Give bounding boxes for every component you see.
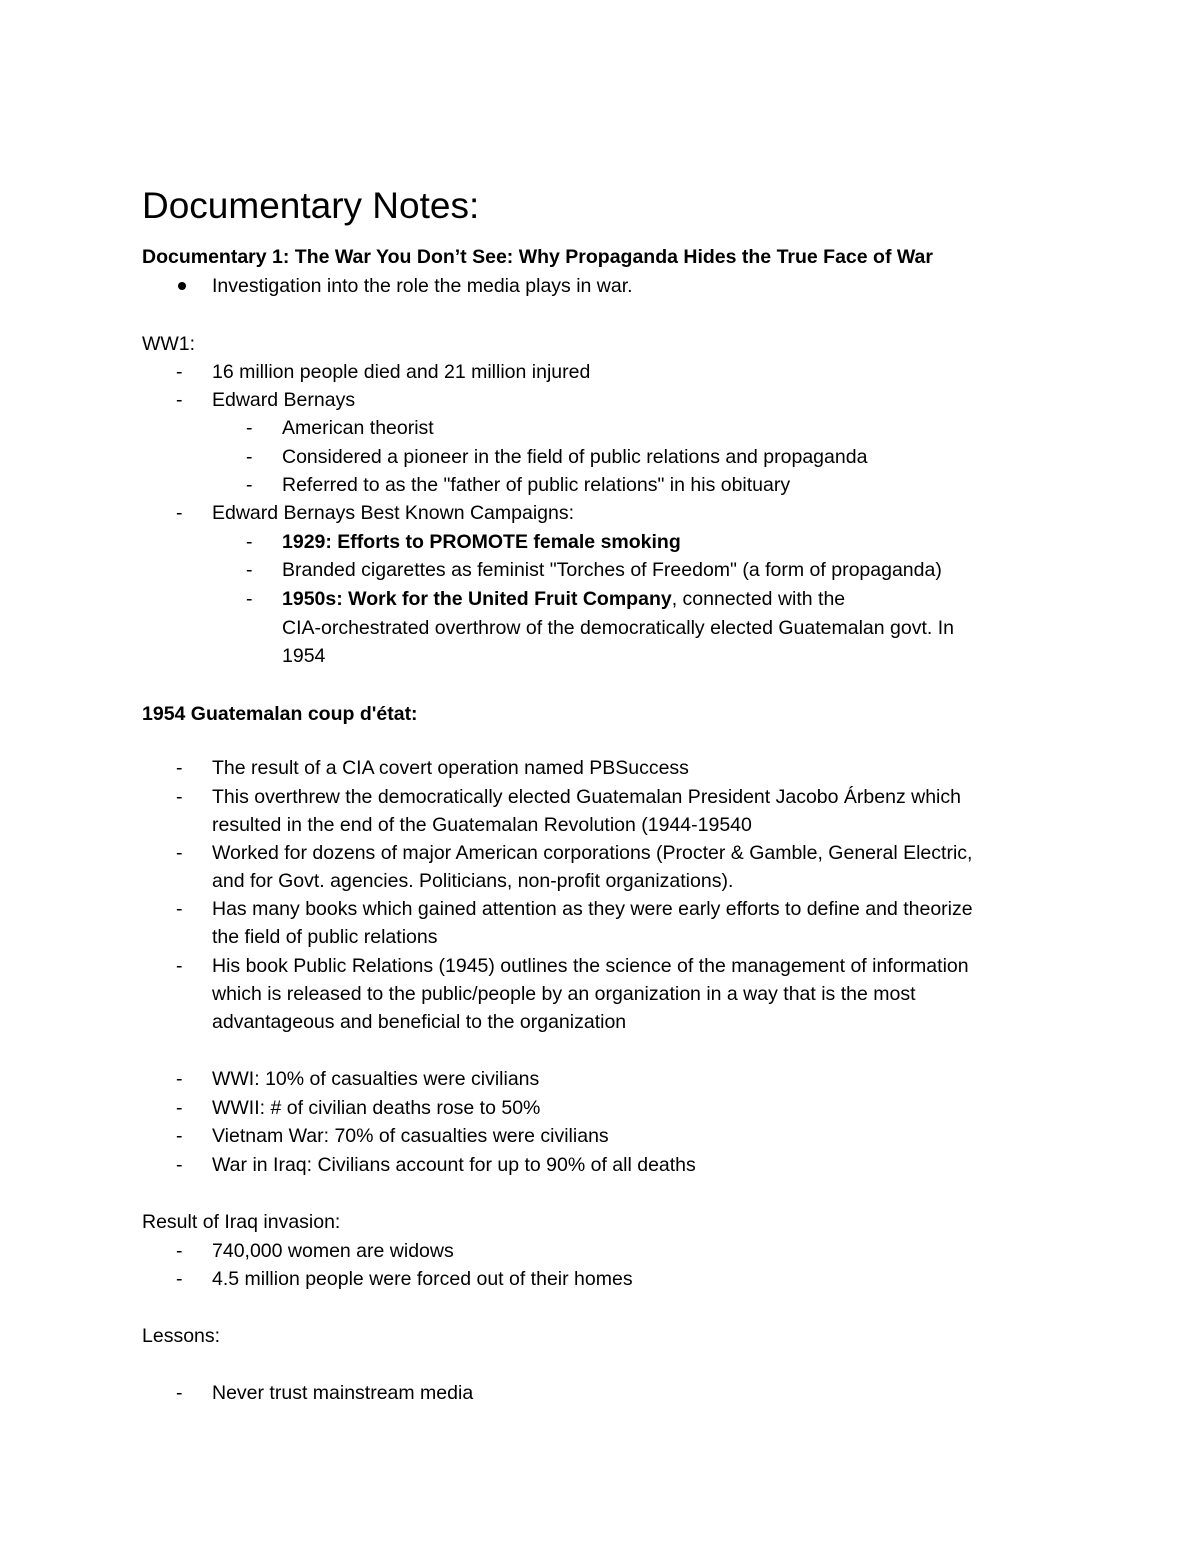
dash-marker: - (176, 361, 183, 383)
sub-list-item (282, 585, 845, 613)
dash-marker: - (246, 417, 253, 439)
sub-list-item-continuation: CIA-orchestrated overthrow of the democratically elected Guatemalan govt. In (282, 617, 954, 639)
dash-marker: - (246, 588, 253, 610)
dash-marker: - (176, 1154, 183, 1176)
list-item: Has many books which gained attention as they were early efforts to define and theorize (212, 898, 973, 920)
dash-marker: - (176, 1240, 183, 1262)
list-item: The result of a CIA covert operation named PBSuccess (212, 757, 689, 779)
dash-marker: - (176, 1268, 183, 1290)
coup-heading: 1954 Guatemalan coup d'état: (142, 703, 418, 725)
list-item: 4.5 million people were forced out of their homes (212, 1268, 633, 1290)
documentary-bullet-text: Investigation into the role the media plays in war. (212, 275, 633, 297)
list-item-continuation: which is released to the public/people by an organization in a way that is the most (212, 983, 916, 1005)
documentary-heading: Documentary 1: The War You Don’t See: Why Propaganda Hides the True Face of War (142, 246, 933, 268)
dash-marker: - (176, 502, 183, 524)
dash-marker: - (176, 1068, 183, 1090)
list-item: War in Iraq: Civilians account for up to 90% of all deaths (212, 1154, 696, 1176)
dash-marker: - (176, 389, 183, 411)
list-item-continuation: and for Govt. agencies. Politicians, non-profit organizations). (212, 870, 734, 892)
dash-marker: - (246, 531, 253, 553)
dash-marker: - (176, 786, 183, 808)
plain-phrase: , connected with the (671, 588, 846, 610)
dash-marker: - (176, 955, 183, 977)
dash-marker: - (176, 898, 183, 920)
dash-marker: - (246, 446, 253, 468)
dash-marker: - (176, 842, 183, 864)
list-item-continuation: advantageous and beneficial to the organization (212, 1011, 627, 1033)
sub-list-item: 1929: Efforts to PROMOTE female smoking (282, 531, 681, 553)
bullet-dot-icon (178, 282, 186, 290)
dash-marker: - (176, 1097, 183, 1119)
list-item-continuation: the field of public relations (212, 926, 438, 948)
list-item: WWII: # of civilian deaths rose to 50% (212, 1097, 541, 1119)
dash-marker: - (176, 1382, 183, 1404)
sub-list-item-continuation: 1954 (282, 645, 326, 667)
list-item: 16 million people died and 21 million injured (212, 361, 591, 383)
list-item: Edward Bernays (212, 389, 356, 411)
dash-marker: - (176, 757, 183, 779)
sub-list-item: Branded cigarettes as feminist "Torches of Freedom" (a form of propaganda) (282, 559, 942, 581)
sub-list-item: Considered a pioneer in the field of public relations and propaganda (282, 446, 868, 468)
sub-list-item: Referred to as the "father of public relations" in his obituary (282, 474, 791, 496)
list-item: This overthrew the democratically elected Guatemalan President Jacobo Árbenz which (212, 786, 961, 808)
sub-list-item: American theorist (282, 417, 434, 439)
list-item: His book Public Relations (1945) outlines the science of the management of information (212, 955, 969, 977)
dash-marker: - (246, 559, 253, 581)
list-item: Worked for dozens of major American corporations (Procter & Gamble, General Electric, (212, 842, 973, 864)
list-item: WWI: 10% of casualties were civilians (212, 1068, 540, 1090)
list-item: Edward Bernays Best Known Campaigns: (212, 502, 575, 524)
bold-phrase: 1950s: Work for the United Fruit Company (282, 588, 672, 610)
dash-marker: - (176, 1125, 183, 1147)
page-title: Documentary Notes: (142, 185, 480, 226)
iraq-label: Result of Iraq invasion: (142, 1211, 341, 1233)
list-item: Never trust mainstream media (212, 1382, 474, 1404)
dash-marker: - (246, 474, 253, 496)
ww1-label: WW1: (142, 333, 196, 355)
list-item-continuation: resulted in the end of the Guatemalan Revolution (1944-19540 (212, 814, 752, 836)
list-item: Vietnam War: 70% of casualties were civilians (212, 1125, 609, 1147)
list-item: 740,000 women are widows (212, 1240, 454, 1262)
lessons-label: Lessons: (142, 1325, 221, 1347)
